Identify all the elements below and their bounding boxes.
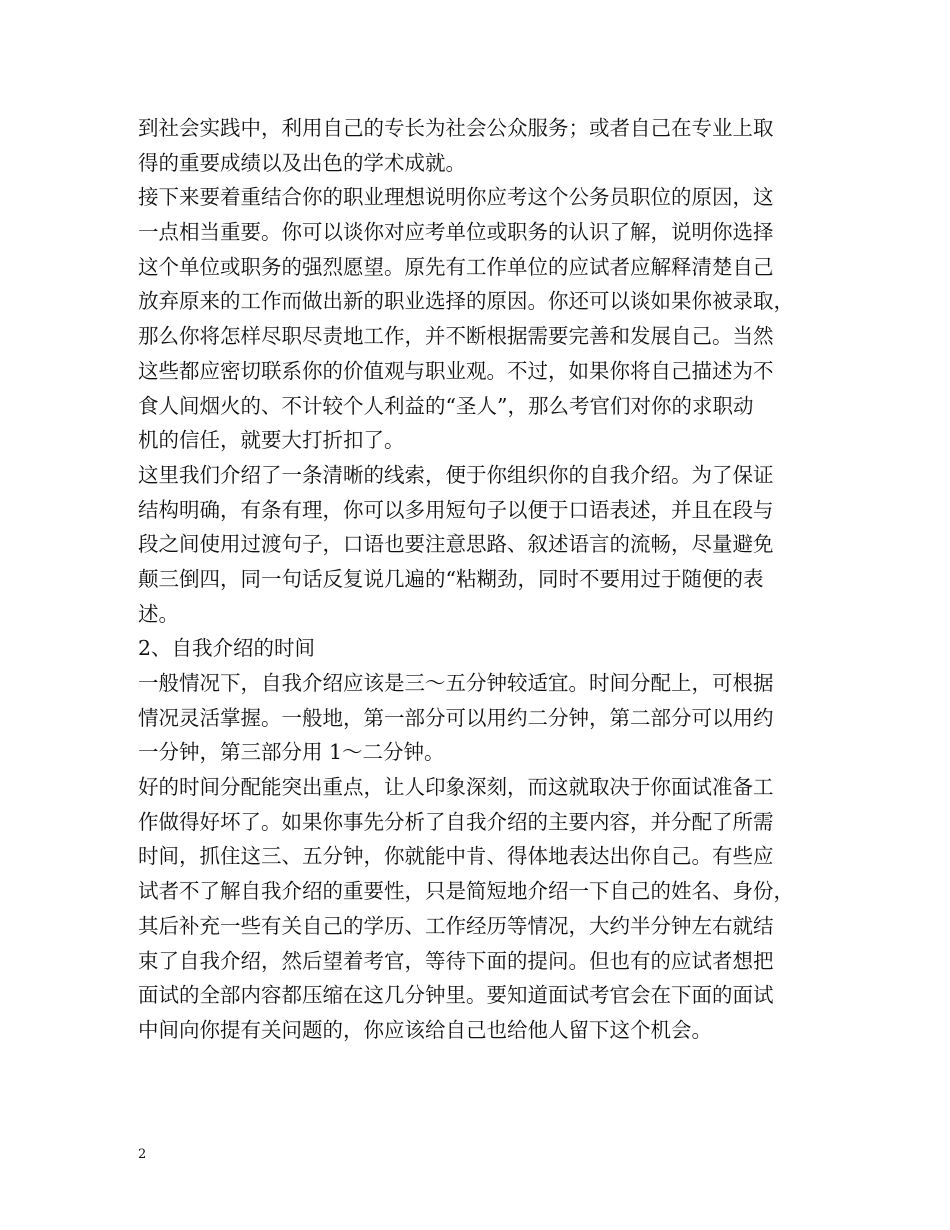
text-line: 机的信任，就要大打折扣了。	[138, 428, 405, 453]
text-line: 颠三倒四，同一句话反复说几遍的“粘糊劲，同时不要用过于随便的表	[138, 566, 764, 591]
text-line: 时间，抓住这三、五分钟，你就能中肯、得体地表达出你自己。有些应	[138, 844, 774, 869]
text-line: 段之间使用过渡句子，口语也要注意思路、叙述语言的流畅，尽量避免	[138, 532, 774, 557]
text-line: 面试的全部内容都压缩在这几分钟里。要知道面试考官会在下面的面试	[138, 983, 774, 1008]
section-heading: 2、自我介绍的时间	[138, 636, 316, 661]
text-line: 这个单位或职务的强烈愿望。原先有工作单位的应试者应解释清楚自己	[138, 254, 774, 279]
body-text	[138, 111, 828, 1048]
text-line: 一分钟，第三部分用 1～二分钟。	[138, 740, 445, 765]
text-line: 一点相当重要。你可以谈你对应考单位或职务的认识了解，说明你选择	[138, 220, 774, 245]
text-line: 放弃原来的工作而做出新的职业选择的原因。你还可以谈如果你被录取，	[138, 289, 794, 314]
text-line: 食人间烟火的、不计较个人利益的“圣人”，那么考官们对你的求职动	[138, 393, 754, 418]
text-line: 情况灵活掌握。一般地，第一部分可以用约二分钟，第二部分可以用约	[138, 705, 774, 730]
text-line: 一般情况下，自我介绍应该是三～五分钟较适宜。时间分配上，可根据	[138, 671, 774, 695]
text-line: 作做得好坏了。如果你事先分析了自我介绍的主要内容，并分配了所需	[138, 809, 774, 834]
text-line: 中间向你提有关问题的，你应该给自己也给他人留下这个机会。	[138, 1017, 712, 1042]
text-line: 试者不了解自我介绍的重要性，只是简短地介绍一下自己的姓名、身份，	[138, 879, 794, 904]
text-line: 这些都应密切联系你的价值观与职业观。不过，如果你将自己描述为不	[138, 358, 774, 383]
text-line: 结构明确，有条有理，你可以多用短句子以便于口语表述，并且在段与	[138, 497, 774, 522]
text-line: 述。	[138, 601, 179, 626]
text-line: 束了自我介绍，然后望着考官，等待下面的提问。但也有的应试者想把	[138, 948, 774, 973]
text-line: 好的时间分配能突出重点，让人印象深刻，而这就取决于你面试准备工	[138, 775, 774, 800]
text-line: 那么你将怎样尽职尽责地工作，并不断根据需要完善和发展自己。当然	[138, 324, 774, 349]
text-line: 接下来要着重结合你的职业理想说明你应考这个公务员职位的原因，这	[138, 185, 774, 210]
text-line: 这里我们介绍了一条清晰的线索，便于你组织你的自我介绍。为了保证	[138, 462, 774, 487]
page-number: 2	[138, 1147, 147, 1162]
text-line: 其后补充一些有关自己的学历、工作经历等情况，大约半分钟左右就结	[138, 913, 774, 938]
text-line: 到社会实践中，利用自己的专长为社会公众服务；或者自己在专业上取	[138, 116, 774, 140]
text-line: 得的重要成绩以及出色的学术成就。	[138, 150, 466, 175]
